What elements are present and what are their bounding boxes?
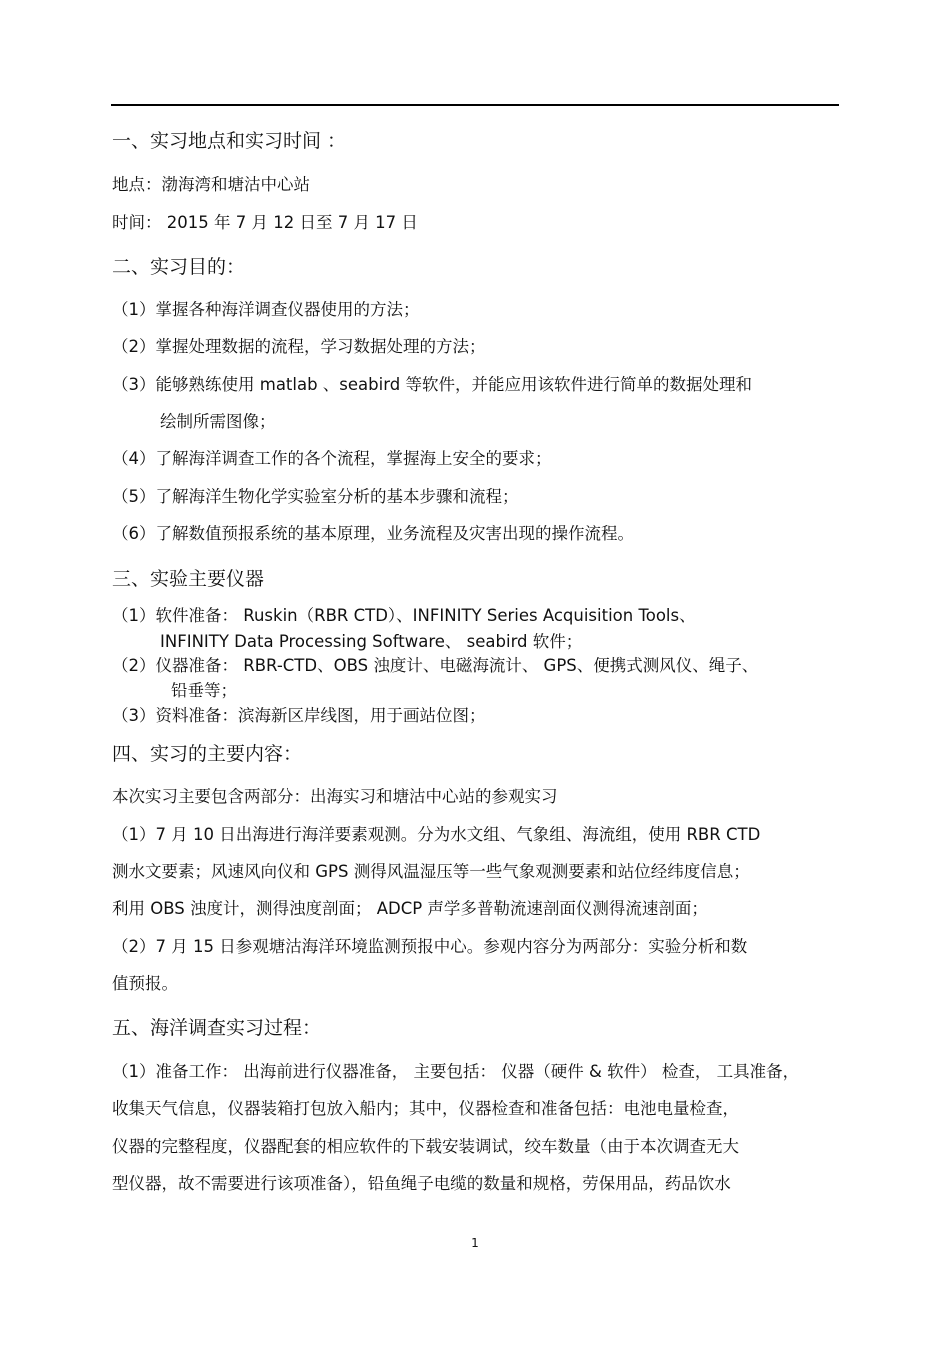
section-2-heading: 二、实习目的： bbox=[112, 256, 246, 278]
objective-item: （3）能够熟练使用 matlab 、seabird 等软件，并能应用该软件进行简单的数据处理和 bbox=[112, 375, 752, 394]
content-line: （1）7 月 10 日出海进行海洋要素观测。分为水文组、气象组、海流组，使用 RBR CTD bbox=[112, 825, 761, 844]
objective-item: （5）了解海洋生物化学实验室分析的基本步骤和流程； bbox=[112, 487, 519, 506]
content-line: 本次实习主要包含两部分：出海实习和塘沽中心站的参观实习 bbox=[112, 787, 558, 806]
objective-item: （2）掌握处理数据的流程，学习数据处理的方法； bbox=[112, 337, 486, 356]
process-line: （1）准备工作： 出海前进行仪器准备， 主要包括： 仪器（硬件 & 软件） 检查， 工具准备， bbox=[112, 1062, 800, 1081]
page-number: 1 bbox=[471, 1236, 479, 1250]
section-5-heading: 五、海洋调查实习过程： bbox=[112, 1017, 322, 1039]
content-line: 利用 OBS 浊度计，测得浊度剖面； ADCP 声学多普勒流速剖面仪测得流速剖面； bbox=[112, 899, 708, 918]
process-line: 仪器的完整程度，仪器配套的相应软件的下载安装调试，绞车数量（由于本次调查无大 bbox=[112, 1137, 739, 1156]
instrument-item-continued: INFINITY Data Processing Software、 seabird 软件； bbox=[160, 632, 583, 651]
objective-item-continued: 绘制所需图像； bbox=[160, 412, 276, 431]
content-line: （2）7 月 15 日参观塘沽海洋环境监测预报中心。参观内容分为两部分：实验分析和数 bbox=[112, 937, 748, 956]
process-line: 收集天气信息，仪器装箱打包放入船内；其中，仪器检查和准备包括：电池电量检查， bbox=[112, 1099, 739, 1118]
content-line: 测水文要素；风速风向仪和 GPS 测得风温湿压等一些气象观测要素和站位经纬度信息； bbox=[112, 862, 750, 881]
section-1-heading: 一、实习地点和实习时间 ： bbox=[112, 130, 347, 152]
header-rule bbox=[111, 104, 839, 106]
location-line: 地点：渤海湾和塘沽中心站 bbox=[112, 175, 310, 194]
objective-item: （1）掌握各种海洋调查仪器使用的方法； bbox=[112, 300, 420, 319]
time-line: 时间： 2015 年 7 月 12 日至 7 月 17 日 bbox=[112, 213, 418, 232]
section-3-heading: 三、实验主要仪器 bbox=[112, 568, 265, 590]
instrument-item: （1）软件准备： Ruskin（RBR CTD）、INFINITY Series Acquisition Tools、 bbox=[112, 606, 696, 625]
instrument-item: （3）资料准备：滨海新区岸线图，用于画站位图； bbox=[112, 706, 486, 725]
instrument-item-continued: 铅垂等； bbox=[171, 681, 237, 700]
section-4-heading: 四、实习的主要内容： bbox=[112, 743, 303, 765]
objective-item: （4）了解海洋调查工作的各个流程，掌握海上安全的要求； bbox=[112, 449, 552, 468]
content-line: 值预报。 bbox=[112, 974, 178, 993]
instrument-item: （2）仪器准备： RBR-CTD、OBS 浊度计、电磁海流计、 GPS、便携式测风仪、绳子、 bbox=[112, 656, 759, 675]
objective-item: （6）了解数值预报系统的基本原理，业务流程及灾害出现的操作流程。 bbox=[112, 524, 634, 543]
process-line: 型仪器，故不需要进行该项准备），铅鱼绳子电缆的数量和规格，劳保用品，药品饮水 bbox=[112, 1174, 731, 1193]
